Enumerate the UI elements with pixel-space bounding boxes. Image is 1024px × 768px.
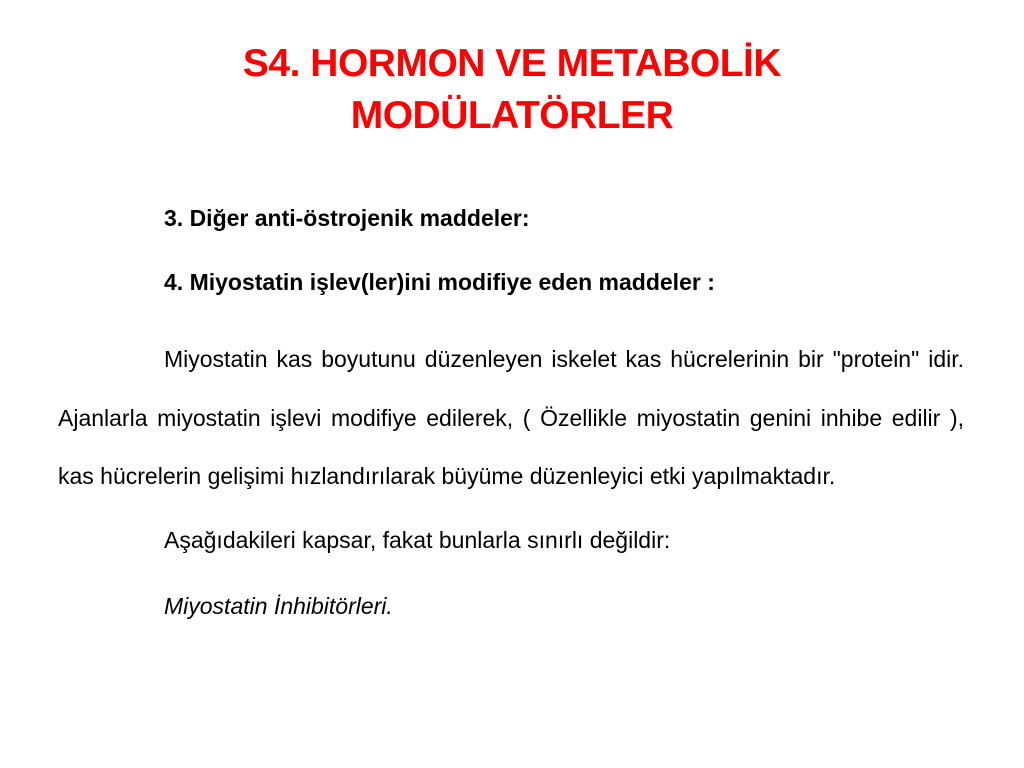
myostatin-inhibitors-item: Miyostatin İnhibitörleri. [164, 592, 393, 619]
slide-title-line-2: MODÜLATÖRLER [350, 94, 674, 137]
slide-body [58, 192, 964, 622]
slide-title [60, 38, 964, 142]
includes-text: Aşağıdakileri kapsar, fakat bunlarla sınırlı değildir: [164, 526, 671, 553]
myostatin-paragraph-text: Miyostatin kas boyutunu düzenleyen iskelet kas hücrelerinin bir "protein" idir. Ajanlarla miyostatin işlevi modifiye edilerek, ( Özellikle miyostatin genini inhibe edilir ), kas hücrelerin gelişimi hızlandırılarak büyüme düzenleyici etki yapılmaktadır. [58, 346, 964, 489]
slide-title-line-1: S4. HORMON VE METABOLİK [242, 42, 782, 85]
heading-anti-estrogenic: 3. Diğer anti-östrojenik maddeler: [164, 205, 530, 231]
myostatin-paragraph [58, 330, 964, 506]
heading-myostatin-modifiers: 4. Miyostatin işlev(ler)ini modifiye eden maddeler : [164, 269, 715, 295]
